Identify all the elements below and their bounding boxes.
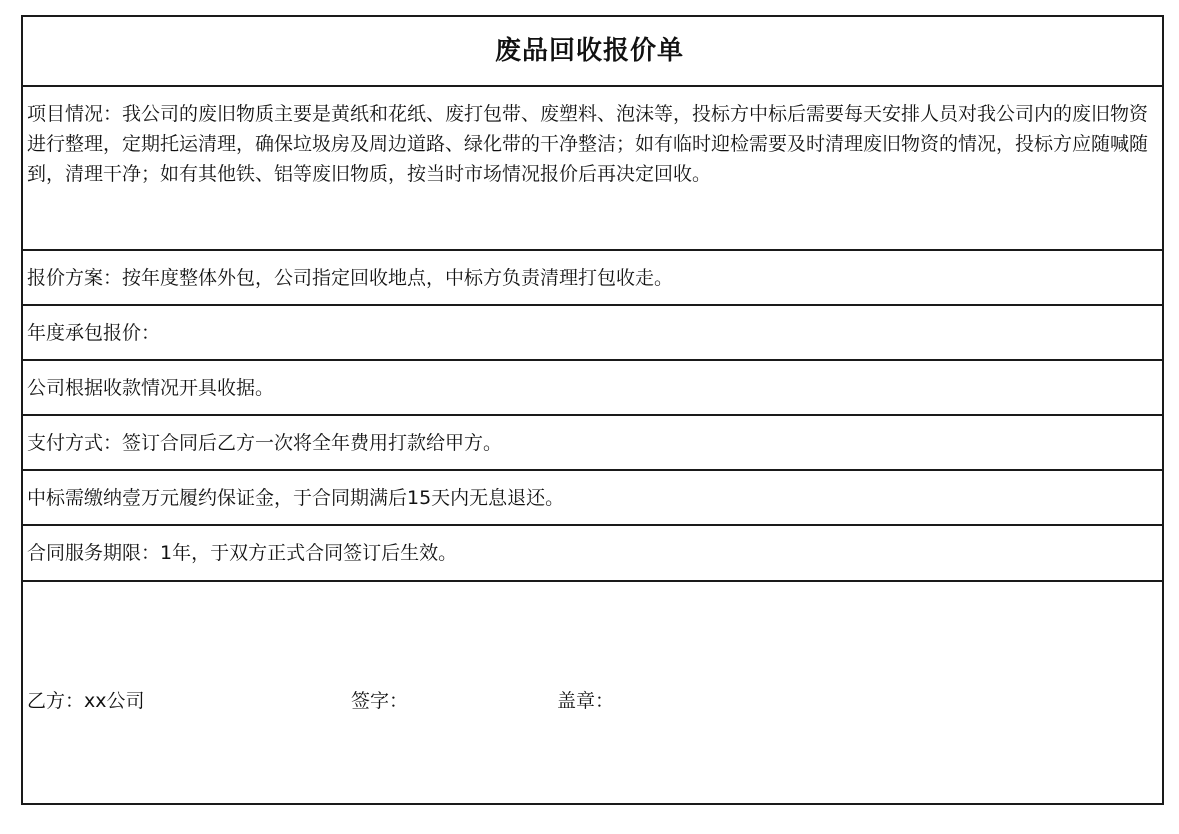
seal-label: 盖章：: [557, 690, 615, 712]
signature-section: [23, 582, 1162, 803]
quotation-form: [21, 15, 1164, 805]
party-b-label: 乙方：xx公司: [27, 690, 145, 712]
annual-contract-price-row: 年度承包报价：: [23, 306, 1162, 361]
project-description: 项目情况：我公司的废旧物质主要是黄纸和花纸、废打包带、废塑料、泡沫等，投标方中标后需要每天安排人员对我公司内的废旧物资进行整理，定期托运清理，确保垃圾房及周边道路、绿化带的干净整洁；如有临时迎检需要及时清理废旧物资的情况，投标方应随喊随到，清理干净；如有其他铁、铝等废旧物质，按当时市场情况报价后再决定回收。: [23, 87, 1162, 251]
contract-term-row: 合同服务期限：1年，于双方正式合同签订后生效。: [23, 526, 1162, 582]
signature-label: 签字：: [351, 690, 409, 712]
performance-bond-row: 中标需缴纳壹万元履约保证金，于合同期满后15天内无息退还。: [23, 471, 1162, 526]
form-title: 废品回收报价单: [23, 17, 1162, 87]
quotation-plan-row: 报价方案：按年度整体外包，公司指定回收地点，中标方负责清理打包收走。: [23, 251, 1162, 306]
payment-method-row: 支付方式：签订合同后乙方一次将全年费用打款给甲方。: [23, 416, 1162, 471]
receipt-row: 公司根据收款情况开具收据。: [23, 361, 1162, 416]
